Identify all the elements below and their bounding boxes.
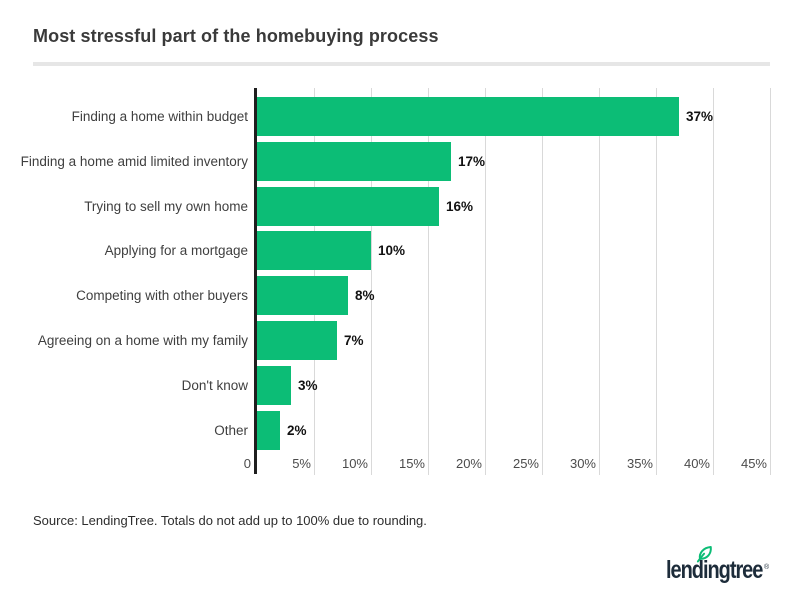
bar [257, 97, 679, 136]
bar [257, 142, 451, 181]
gridline [713, 88, 714, 475]
value-label: 7% [344, 333, 364, 348]
source-note: Source: LendingTree. Totals do not add up to 100% due to rounding. [33, 513, 427, 528]
chart-title: Most stressful part of the homebuying process [33, 26, 439, 46]
x-tick-label: 35% [626, 456, 653, 471]
x-tick-label: 30% [569, 456, 596, 471]
bar [257, 187, 439, 226]
category-label: Don't know [181, 378, 248, 393]
value-label: 37% [686, 109, 714, 124]
category-label: Applying for a mortgage [104, 243, 248, 258]
gridline [485, 88, 486, 475]
value-label: 16% [446, 199, 474, 214]
bar [257, 231, 371, 270]
logo-wordmark: lendingtree [666, 556, 763, 584]
x-tick-label: 10% [341, 456, 368, 471]
x-tick-label: 15% [398, 456, 425, 471]
registered-trademark-mark: ® [764, 564, 770, 571]
value-label: 17% [458, 154, 486, 169]
x-tick-label: 45% [740, 456, 767, 471]
value-label: 8% [355, 288, 375, 303]
gridline [770, 88, 771, 475]
x-tick-label: 20% [455, 456, 482, 471]
x-tick-label: 0 [243, 456, 251, 471]
lendingtree-logo [666, 543, 778, 591]
value-label: 3% [298, 378, 318, 393]
x-tick-label: 25% [512, 456, 539, 471]
x-tick-label: 5% [292, 456, 311, 471]
gridline [656, 88, 657, 475]
value-label: 2% [287, 423, 307, 438]
category-label: Other [214, 423, 248, 438]
bar [257, 366, 291, 405]
x-tick-label: 40% [683, 456, 710, 471]
category-label: Agreeing on a home with my family [37, 333, 248, 348]
value-label: 10% [378, 243, 406, 258]
category-label: Competing with other buyers [76, 288, 248, 303]
gridline [542, 88, 543, 475]
bar [257, 411, 280, 450]
category-label: Trying to sell my own home [84, 199, 248, 214]
category-label: Finding a home within budget [71, 109, 248, 124]
category-label: Finding a home amid limited inventory [20, 154, 248, 169]
gridline [599, 88, 600, 475]
bar [257, 321, 337, 360]
bar [257, 276, 348, 315]
